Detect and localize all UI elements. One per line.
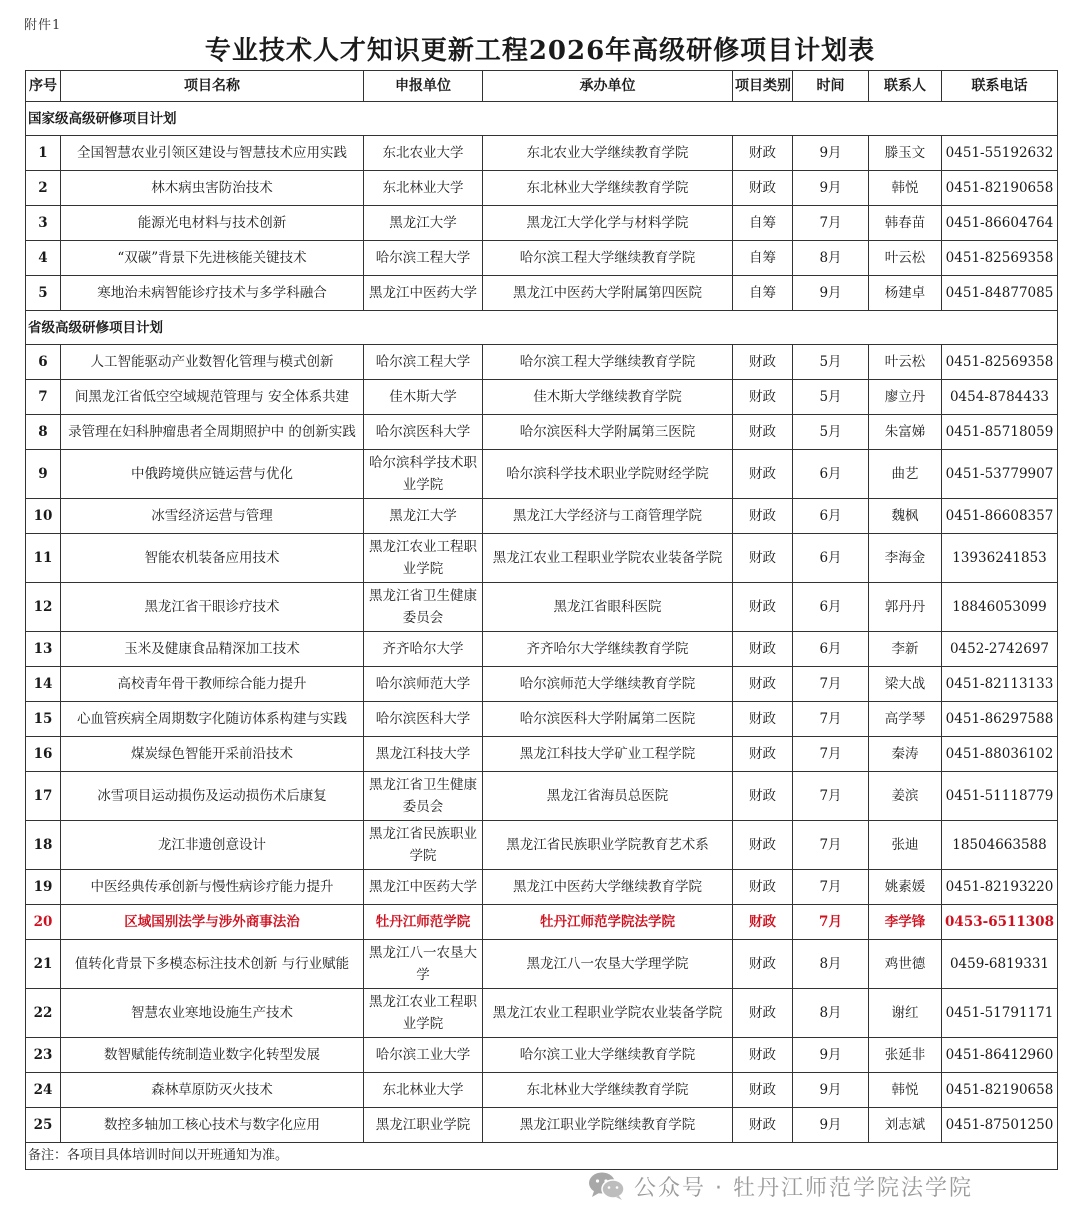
applicant-unit: 哈尔滨工程大学	[364, 241, 483, 276]
host-unit: 黑龙江大学经济与工商管理学院	[483, 499, 733, 534]
contact-phone: 0451-51118779	[942, 772, 1058, 821]
project-name: 中医经典传承创新与慢性病诊疗能力提升	[61, 870, 364, 905]
row-number: 1	[26, 136, 61, 171]
row-number: 24	[26, 1073, 61, 1108]
table-body	[26, 102, 1058, 1170]
table-row	[26, 499, 1058, 534]
row-number: 19	[26, 870, 61, 905]
project-name: 林木病虫害防治技术	[61, 171, 364, 206]
host-unit: 东北林业大学继续教育学院	[483, 171, 733, 206]
col-header-host: 承办单位	[483, 71, 733, 102]
row-number: 18	[26, 821, 61, 870]
contact-person: 谢红	[869, 989, 942, 1038]
month: 6月	[793, 450, 869, 499]
watermark	[588, 1168, 973, 1204]
project-name: 龙江非遗创意设计	[61, 821, 364, 870]
contact-phone: 0459-6819331	[942, 940, 1058, 989]
table-row	[26, 415, 1058, 450]
wechat-icon	[588, 1171, 626, 1201]
contact-phone: 0451-86297588	[942, 702, 1058, 737]
project-name: 玉米及健康食品精深加工技术	[61, 632, 364, 667]
applicant-unit: 哈尔滨工程大学	[364, 345, 483, 380]
month: 5月	[793, 415, 869, 450]
project-name: 智能农机装备应用技术	[61, 534, 364, 583]
host-unit: 黑龙江农业工程职业学院农业装备学院	[483, 989, 733, 1038]
project-name: 煤炭绿色智能开采前沿技术	[61, 737, 364, 772]
contact-phone: 0451-88036102	[942, 737, 1058, 772]
col-header-type: 项目类别	[733, 71, 793, 102]
contact-person: 梁大战	[869, 667, 942, 702]
section-header-row	[26, 102, 1058, 136]
table-row	[26, 702, 1058, 737]
project-type: 财政	[733, 136, 793, 171]
contact-person: 魏枫	[869, 499, 942, 534]
contact-person: 李海金	[869, 534, 942, 583]
applicant-unit: 黑龙江省卫生健康委员会	[364, 583, 483, 632]
table-row	[26, 206, 1058, 241]
host-unit: 哈尔滨工业大学继续教育学院	[483, 1038, 733, 1073]
table-header-row	[26, 71, 1058, 102]
host-unit: 牡丹江师范学院法学院	[483, 905, 733, 940]
table-row	[26, 583, 1058, 632]
applicant-unit: 齐齐哈尔大学	[364, 632, 483, 667]
host-unit: 齐齐哈尔大学继续教育学院	[483, 632, 733, 667]
month: 5月	[793, 345, 869, 380]
table-row	[26, 1073, 1058, 1108]
contact-person: 韩悦	[869, 171, 942, 206]
project-name: 人工智能驱动产业数智化管理与模式创新	[61, 345, 364, 380]
contact-phone: 13936241853	[942, 534, 1058, 583]
project-type: 财政	[733, 450, 793, 499]
contact-person: 刘志斌	[869, 1108, 942, 1143]
project-name: 冰雪经济运营与管理	[61, 499, 364, 534]
table-row	[26, 870, 1058, 905]
table-row	[26, 1108, 1058, 1143]
host-unit: 黑龙江职业学院继续教育学院	[483, 1108, 733, 1143]
row-number: 14	[26, 667, 61, 702]
row-number: 9	[26, 450, 61, 499]
project-name: 能源光电材料与技术创新	[61, 206, 364, 241]
table-row	[26, 1038, 1058, 1073]
contact-phone: 0451-86412960	[942, 1038, 1058, 1073]
project-type: 财政	[733, 1038, 793, 1073]
contact-person: 滕玉文	[869, 136, 942, 171]
host-unit: 黑龙江省民族职业学院教育艺术系	[483, 821, 733, 870]
applicant-unit: 黑龙江农业工程职业学院	[364, 989, 483, 1038]
row-number: 17	[26, 772, 61, 821]
project-type: 财政	[733, 415, 793, 450]
contact-person: 曲艺	[869, 450, 942, 499]
row-number: 7	[26, 380, 61, 415]
project-name: 寒地治未病智能诊疗技术与多学科融合	[61, 276, 364, 311]
table-row	[26, 450, 1058, 499]
host-unit: 黑龙江中医药大学继续教育学院	[483, 870, 733, 905]
contact-person: 杨建卓	[869, 276, 942, 311]
table-row	[26, 632, 1058, 667]
applicant-unit: 佳木斯大学	[364, 380, 483, 415]
month: 5月	[793, 380, 869, 415]
contact-phone: 0453-6511308	[942, 905, 1058, 940]
applicant-unit: 黑龙江中医药大学	[364, 870, 483, 905]
project-type: 财政	[733, 702, 793, 737]
contact-person: 韩春苗	[869, 206, 942, 241]
contact-phone: 0451-82190658	[942, 171, 1058, 206]
table-row	[26, 534, 1058, 583]
month: 9月	[793, 1073, 869, 1108]
host-unit: 佳木斯大学继续教育学院	[483, 380, 733, 415]
project-type: 财政	[733, 1073, 793, 1108]
contact-phone: 18846053099	[942, 583, 1058, 632]
row-number: 20	[26, 905, 61, 940]
table-row	[26, 171, 1058, 206]
host-unit: 哈尔滨医科大学附属第三医院	[483, 415, 733, 450]
applicant-unit: 黑龙江大学	[364, 206, 483, 241]
project-type: 财政	[733, 989, 793, 1038]
month: 7月	[793, 737, 869, 772]
contact-phone: 0451-82113133	[942, 667, 1058, 702]
project-type: 财政	[733, 737, 793, 772]
applicant-unit: 黑龙江农业工程职业学院	[364, 534, 483, 583]
row-number: 10	[26, 499, 61, 534]
contact-person: 高学琴	[869, 702, 942, 737]
host-unit: 黑龙江大学化学与材料学院	[483, 206, 733, 241]
host-unit: 东北林业大学继续教育学院	[483, 1073, 733, 1108]
applicant-unit: 黑龙江职业学院	[364, 1108, 483, 1143]
row-number: 23	[26, 1038, 61, 1073]
contact-phone: 18504663588	[942, 821, 1058, 870]
month: 7月	[793, 206, 869, 241]
applicant-unit: 哈尔滨医科大学	[364, 415, 483, 450]
applicant-unit: 牡丹江师范学院	[364, 905, 483, 940]
table-row	[26, 380, 1058, 415]
annex-label: 附件1	[24, 18, 62, 33]
project-type: 自筹	[733, 276, 793, 311]
month: 6月	[793, 499, 869, 534]
project-type: 财政	[733, 667, 793, 702]
host-unit: 哈尔滨工程大学继续教育学院	[483, 345, 733, 380]
month: 8月	[793, 940, 869, 989]
project-name: 值转化背景下多模态标注技术创新 与行业赋能	[61, 940, 364, 989]
contact-person: 张迪	[869, 821, 942, 870]
watermark-text: 公众号 · 牡丹江师范学院法学院	[634, 1175, 973, 1201]
col-header-name: 项目名称	[61, 71, 364, 102]
row-number: 22	[26, 989, 61, 1038]
table-row	[26, 989, 1058, 1038]
contact-person: 叶云松	[869, 241, 942, 276]
project-type: 财政	[733, 583, 793, 632]
project-name: 录管理在妇科肿瘤患者全周期照护中 的创新实践	[61, 415, 364, 450]
table-row	[26, 276, 1058, 311]
row-number: 6	[26, 345, 61, 380]
project-name: 智慧农业寒地设施生产技术	[61, 989, 364, 1038]
contact-phone: 0451-82569358	[942, 241, 1058, 276]
contact-person: 鸡世德	[869, 940, 942, 989]
contact-phone: 0451-82569358	[942, 345, 1058, 380]
project-type: 财政	[733, 905, 793, 940]
month: 9月	[793, 1108, 869, 1143]
project-name: “双碳”背景下先进核能关键技术	[61, 241, 364, 276]
contact-person: 李学锋	[869, 905, 942, 940]
project-type: 财政	[733, 534, 793, 583]
applicant-unit: 黑龙江大学	[364, 499, 483, 534]
project-type: 财政	[733, 499, 793, 534]
project-type: 财政	[733, 821, 793, 870]
applicant-unit: 黑龙江中医药大学	[364, 276, 483, 311]
table-row	[26, 940, 1058, 989]
contact-phone: 0451-82193220	[942, 870, 1058, 905]
col-header-month: 时间	[793, 71, 869, 102]
applicant-unit: 哈尔滨师范大学	[364, 667, 483, 702]
month: 7月	[793, 870, 869, 905]
month: 7月	[793, 821, 869, 870]
month: 7月	[793, 702, 869, 737]
contact-person: 秦涛	[869, 737, 942, 772]
month: 7月	[793, 772, 869, 821]
row-number: 4	[26, 241, 61, 276]
table-row	[26, 737, 1058, 772]
contact-person: 廖立丹	[869, 380, 942, 415]
row-number: 8	[26, 415, 61, 450]
project-name: 中俄跨境供应链运营与优化	[61, 450, 364, 499]
applicant-unit: 东北农业大学	[364, 136, 483, 171]
row-number: 15	[26, 702, 61, 737]
table-row	[26, 241, 1058, 276]
row-number: 12	[26, 583, 61, 632]
row-number: 25	[26, 1108, 61, 1143]
row-number: 21	[26, 940, 61, 989]
project-name: 黑龙江省干眼诊疗技术	[61, 583, 364, 632]
applicant-unit: 东北林业大学	[364, 1073, 483, 1108]
host-unit: 哈尔滨科学技术职业学院财经学院	[483, 450, 733, 499]
note-row	[26, 1143, 1058, 1170]
col-header-no: 序号	[26, 71, 61, 102]
project-name: 区域国别法学与涉外商事法治	[61, 905, 364, 940]
project-type: 财政	[733, 940, 793, 989]
row-number: 3	[26, 206, 61, 241]
project-name: 冰雪项目运动损伤及运动损伤术后康复	[61, 772, 364, 821]
table-row	[26, 821, 1058, 870]
host-unit: 黑龙江八一农垦大学理学院	[483, 940, 733, 989]
contact-phone: 0451-86608357	[942, 499, 1058, 534]
contact-person: 郭丹丹	[869, 583, 942, 632]
project-name: 高校青年骨干教师综合能力提升	[61, 667, 364, 702]
contact-phone: 0451-84877085	[942, 276, 1058, 311]
month: 9月	[793, 136, 869, 171]
section-label: 省级高级研修项目计划	[26, 311, 1058, 345]
contact-phone: 0454-8784433	[942, 380, 1058, 415]
project-name: 数智赋能传统制造业数字化转型发展	[61, 1038, 364, 1073]
month: 6月	[793, 534, 869, 583]
plan-table	[25, 70, 1058, 1170]
contact-person: 姚素媛	[869, 870, 942, 905]
month: 7月	[793, 667, 869, 702]
table-row	[26, 136, 1058, 171]
contact-phone: 0451-85718059	[942, 415, 1058, 450]
contact-phone: 0451-51791171	[942, 989, 1058, 1038]
applicant-unit: 哈尔滨工业大学	[364, 1038, 483, 1073]
month: 8月	[793, 241, 869, 276]
project-type: 财政	[733, 632, 793, 667]
host-unit: 东北农业大学继续教育学院	[483, 136, 733, 171]
project-name: 心血管疾病全周期数字化随访体系构建与实践	[61, 702, 364, 737]
applicant-unit: 哈尔滨医科大学	[364, 702, 483, 737]
month: 8月	[793, 989, 869, 1038]
project-name: 间黑龙江省低空空域规范管理与 安全体系共建	[61, 380, 364, 415]
section-header-row	[26, 311, 1058, 345]
applicant-unit: 哈尔滨科学技术职业学院	[364, 450, 483, 499]
page-title: 专业技术人才知识更新工程2026年高级研修项目计划表	[204, 36, 876, 66]
applicant-unit: 黑龙江省民族职业学院	[364, 821, 483, 870]
applicant-unit: 东北林业大学	[364, 171, 483, 206]
month: 6月	[793, 583, 869, 632]
col-header-phone: 联系电话	[942, 71, 1058, 102]
month: 9月	[793, 276, 869, 311]
row-number: 5	[26, 276, 61, 311]
host-unit: 黑龙江省眼科医院	[483, 583, 733, 632]
month: 6月	[793, 632, 869, 667]
host-unit: 哈尔滨工程大学继续教育学院	[483, 241, 733, 276]
contact-person: 韩悦	[869, 1073, 942, 1108]
table-row	[26, 667, 1058, 702]
host-unit: 哈尔滨医科大学附属第二医院	[483, 702, 733, 737]
applicant-unit: 黑龙江科技大学	[364, 737, 483, 772]
table-row	[26, 345, 1058, 380]
contact-person: 李新	[869, 632, 942, 667]
row-number: 16	[26, 737, 61, 772]
contact-phone: 0451-82190658	[942, 1073, 1058, 1108]
section-label: 国家级高级研修项目计划	[26, 102, 1058, 136]
contact-person: 张延非	[869, 1038, 942, 1073]
host-unit: 黑龙江中医药大学附属第四医院	[483, 276, 733, 311]
contact-phone: 0451-53779907	[942, 450, 1058, 499]
row-number: 2	[26, 171, 61, 206]
col-header-contact: 联系人	[869, 71, 942, 102]
host-unit: 哈尔滨师范大学继续教育学院	[483, 667, 733, 702]
contact-phone: 0452-2742697	[942, 632, 1058, 667]
project-type: 财政	[733, 1108, 793, 1143]
month: 9月	[793, 1038, 869, 1073]
host-unit: 黑龙江农业工程职业学院农业装备学院	[483, 534, 733, 583]
host-unit: 黑龙江省海员总医院	[483, 772, 733, 821]
project-type: 财政	[733, 772, 793, 821]
applicant-unit: 黑龙江省卫生健康委员会	[364, 772, 483, 821]
project-name: 数控多轴加工核心技术与数字化应用	[61, 1108, 364, 1143]
contact-person: 叶云松	[869, 345, 942, 380]
note-text: 备注：各项目具体培训时间以开班通知为准。	[26, 1143, 1058, 1170]
row-number: 13	[26, 632, 61, 667]
month: 7月	[793, 905, 869, 940]
project-type: 自筹	[733, 241, 793, 276]
project-type: 财政	[733, 870, 793, 905]
host-unit: 黑龙江科技大学矿业工程学院	[483, 737, 733, 772]
project-name: 全国智慧农业引领区建设与智慧技术应用实践	[61, 136, 364, 171]
project-name: 森林草原防灭火技术	[61, 1073, 364, 1108]
project-type: 财政	[733, 171, 793, 206]
contact-person: 姜滨	[869, 772, 942, 821]
contact-phone: 0451-87501250	[942, 1108, 1058, 1143]
contact-phone: 0451-55192632	[942, 136, 1058, 171]
project-type: 财政	[733, 380, 793, 415]
project-type: 自筹	[733, 206, 793, 241]
col-header-applicant: 申报单位	[364, 71, 483, 102]
project-type: 财政	[733, 345, 793, 380]
table-row	[26, 772, 1058, 821]
table-row	[26, 905, 1058, 940]
month: 9月	[793, 171, 869, 206]
contact-person: 朱富娣	[869, 415, 942, 450]
contact-phone: 0451-86604764	[942, 206, 1058, 241]
row-number: 11	[26, 534, 61, 583]
applicant-unit: 黑龙江八一农垦大学	[364, 940, 483, 989]
